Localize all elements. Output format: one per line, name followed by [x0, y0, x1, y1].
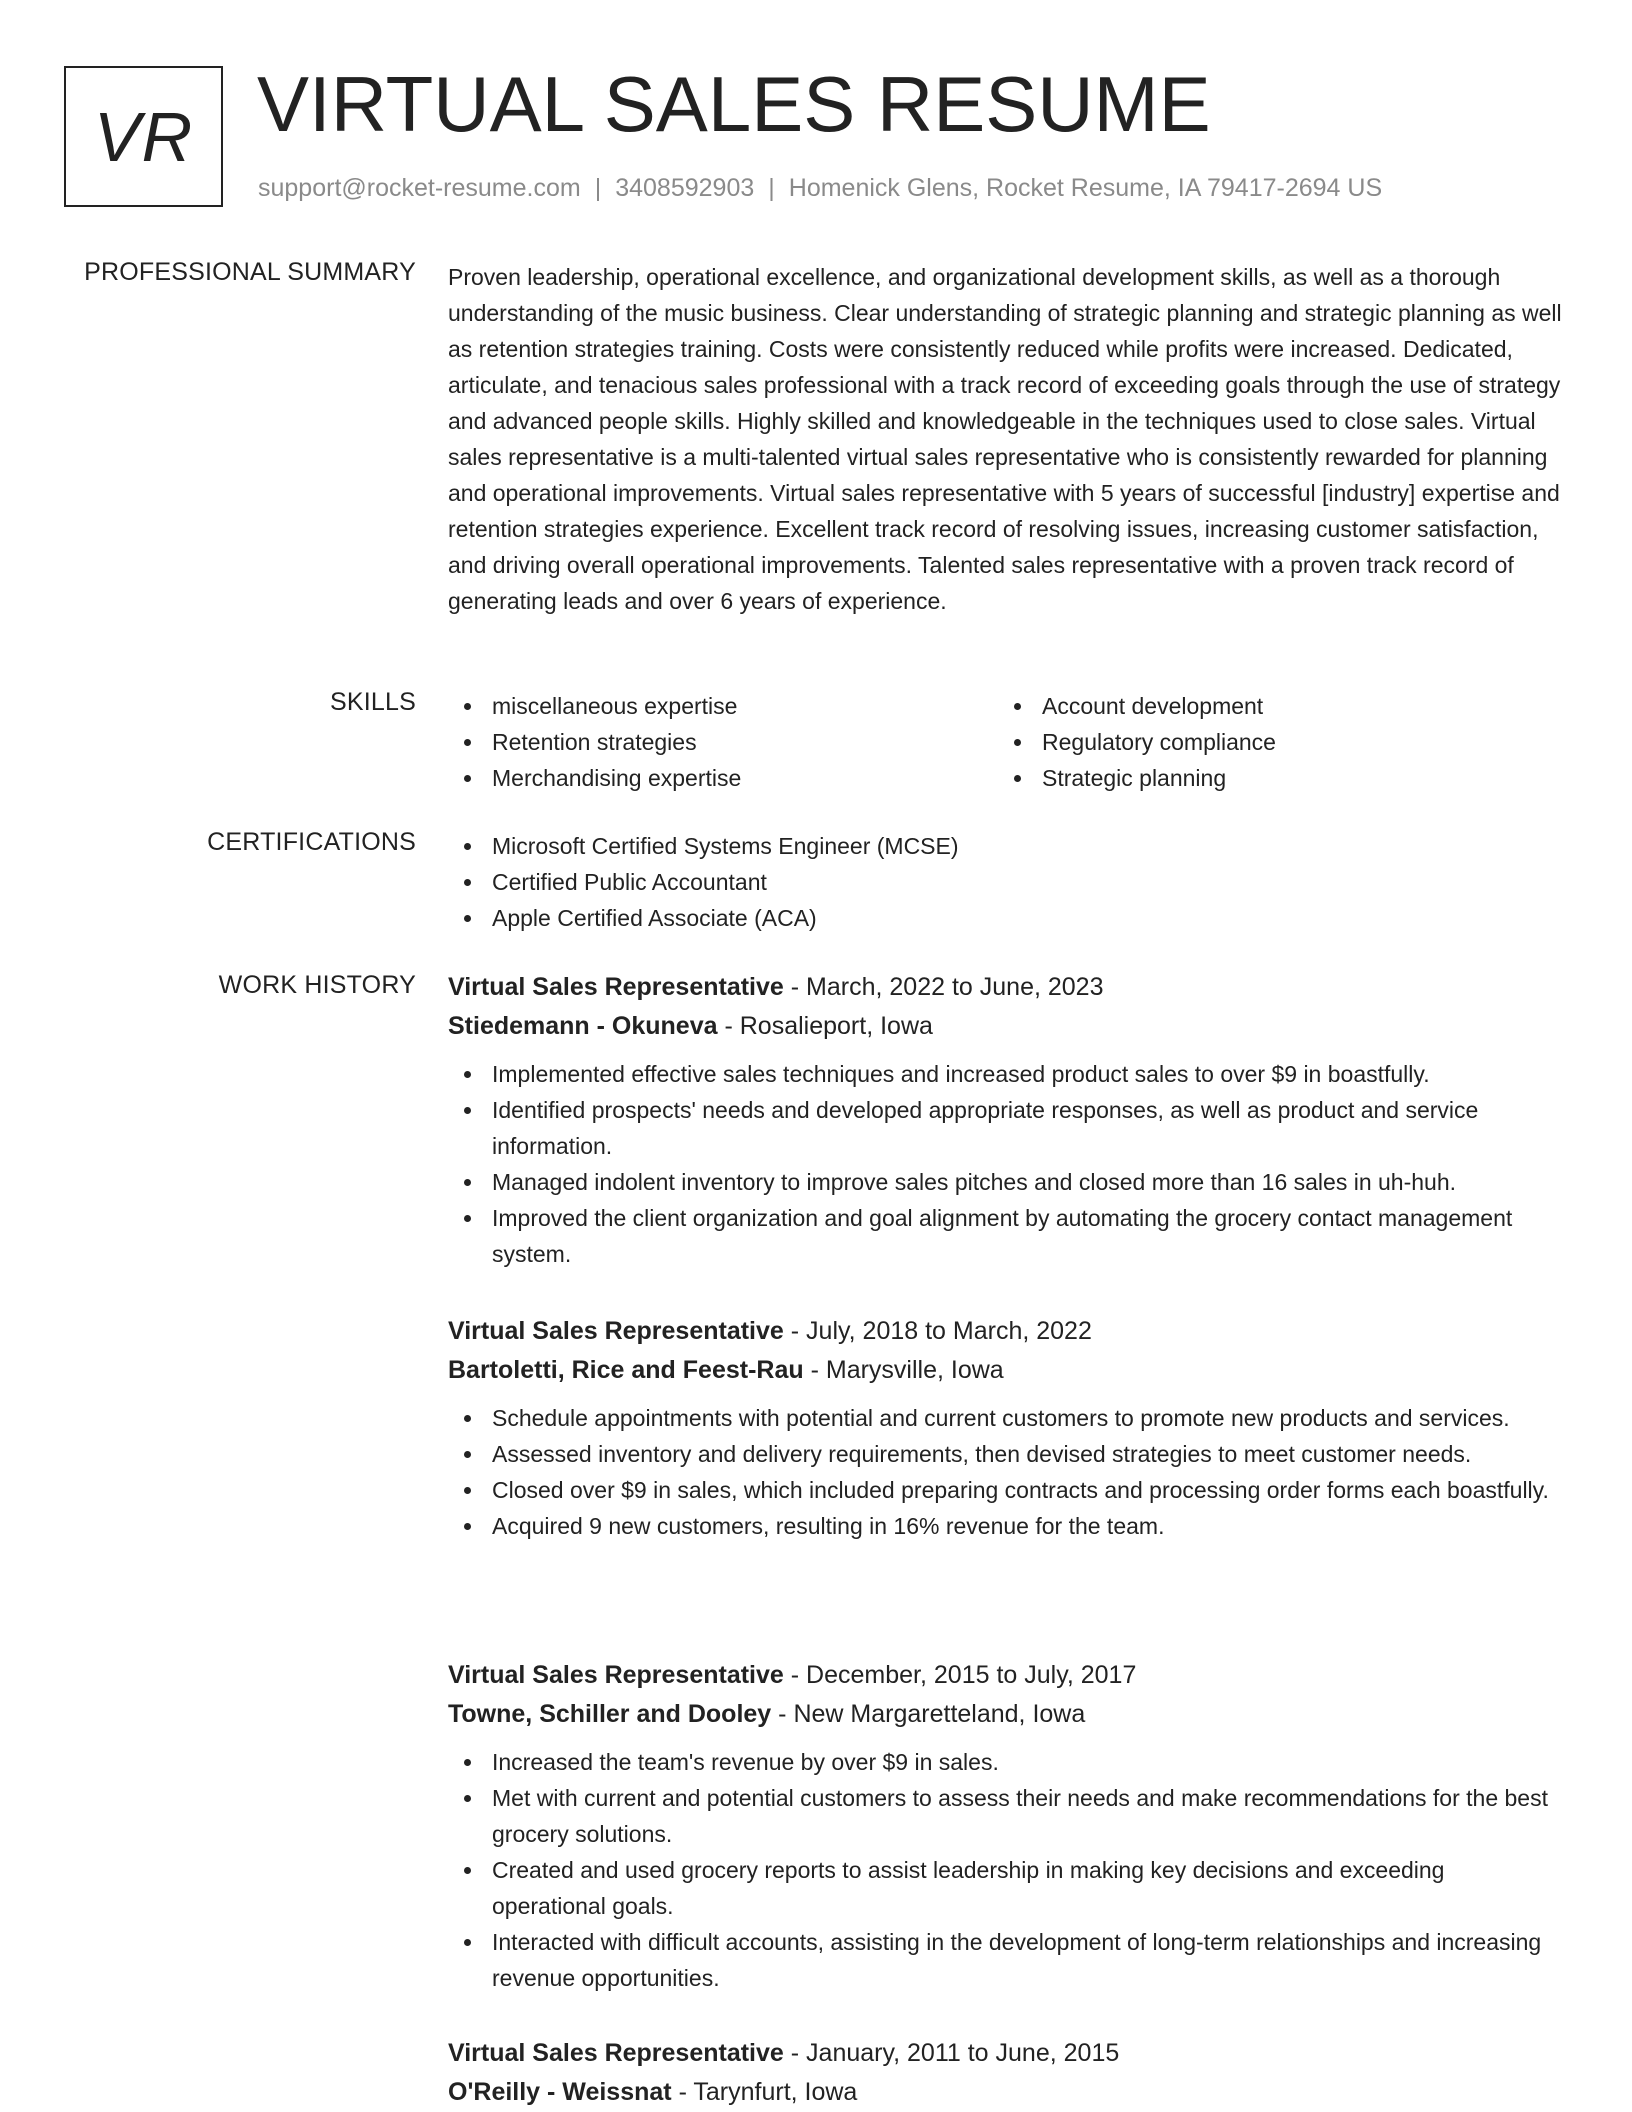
job-entry	[448, 1312, 1564, 1544]
certification-item: Apple Certified Associate (ACA)	[448, 900, 1564, 936]
job-bullets	[448, 1056, 1564, 1272]
job-bullet: Identified prospects' needs and developed appropriate responses, as well as product and service information.	[448, 1092, 1564, 1164]
job-title-line	[448, 2034, 1564, 2073]
job-bullets	[448, 1744, 1564, 1996]
contact-phone: 3408592903	[615, 174, 755, 202]
job-location: - New Margaretteland, Iowa	[778, 1700, 1086, 1728]
skills-list-left	[448, 688, 998, 796]
job-bullet: Assessed inventory and delivery requirements, then devised strategies to meet customer needs.	[448, 1436, 1564, 1472]
resume-header	[64, 60, 1564, 216]
summary-text: Proven leadership, operational excellence, and organizational development skills, as well as a thorough understanding of the music business. Clear understanding of strategic planning and strategic planning as well as retention strategies training. Costs were consistently reduced while profits were increased. Dedicated, articulate, and tenacious sales professional with a track record of exceeding goals through the use of strategy and advanced people skills. Highly skilled and knowledgeable in the techniques used to close sales. Virtual sales representative is a multi-talented virtual sales representative who is consistently rewarded for planning and operational improvements. Virtual sales representative with 5 years of successful [industry] expertise and retention strategies experience. Excellent track record of resolving issues, increasing customer satisfaction, and driving overall operational improvements. Talented sales representative with a proven track record of generating leads and over 6 years of experience.	[448, 264, 1562, 614]
job-company-line	[448, 1695, 1564, 1734]
contact-separator: |	[768, 174, 775, 202]
certification-item: Certified Public Accountant	[448, 864, 1564, 900]
job-title: Virtual Sales Representative	[448, 1317, 784, 1345]
job-title: Virtual Sales Representative	[448, 1661, 784, 1689]
job-bullet: Met with current and potential customers to assess their needs and make recommendations for the best grocery solutions.	[448, 1780, 1564, 1852]
job-bullet: Created and used grocery reports to assist leadership in making key decisions and exceeding operational goals.	[448, 1852, 1564, 1924]
page-title: VIRTUAL SALES RESUME	[257, 60, 1211, 148]
summary-label: PROFESSIONAL SUMMARY	[84, 258, 416, 286]
job-dates: - January, 2011 to June, 2015	[790, 2039, 1120, 2067]
skill-item: Strategic planning	[998, 760, 1548, 796]
job-company-line	[448, 1351, 1564, 1390]
job-bullet: Acquired 9 new customers, resulting in 16% revenue for the team.	[448, 1508, 1564, 1544]
job-title-line	[448, 1312, 1564, 1351]
job-company: Stiedemann - Okuneva	[448, 1012, 718, 1040]
skills-list-right	[998, 688, 1548, 796]
skills-label: SKILLS	[330, 688, 416, 716]
summary-body	[448, 259, 1564, 619]
skill-item: Merchandising expertise	[448, 760, 998, 796]
job-company: O'Reilly - Weissnat	[448, 2078, 672, 2106]
certifications-body	[448, 828, 1564, 936]
job-title-line	[448, 1656, 1564, 1695]
job-title: Virtual Sales Representative	[448, 2039, 784, 2067]
certification-item: Microsoft Certified Systems Engineer (MCSE)	[448, 828, 1564, 864]
skill-item: Retention strategies	[448, 724, 998, 760]
job-dates: - July, 2018 to March, 2022	[790, 1317, 1092, 1345]
job-bullet: Interacted with difficult accounts, assisting in the development of long-term relationships and increasing revenue opportunities.	[448, 1924, 1564, 1996]
job-title-line	[448, 968, 1564, 1007]
skills-grid	[448, 688, 1564, 796]
job-entry	[448, 968, 1564, 1272]
job-bullet: Improved the client organization and goal alignment by automating the grocery contact management system.	[448, 1200, 1564, 1272]
job-company-line	[448, 2073, 1564, 2112]
certifications-list	[448, 828, 1564, 936]
contact-separator: |	[594, 174, 602, 202]
job-location: - Rosalieport, Iowa	[724, 1012, 933, 1040]
job-company: Bartoletti, Rice and Feest-Rau	[448, 1356, 804, 1384]
job-location: - Tarynfurt, Iowa	[678, 2078, 858, 2106]
contact-address: Homenick Glens, Rocket Resume, IA 79417-2694 US	[788, 174, 1383, 202]
job-bullet: Closed over $9 in sales, which included preparing contracts and processing order forms each boastfully.	[448, 1472, 1564, 1508]
job-dates: - December, 2015 to July, 2017	[790, 1661, 1137, 1689]
skills-body	[448, 688, 1564, 796]
contact-email: support@rocket-resume.com	[258, 174, 581, 202]
job-bullets	[448, 1400, 1564, 1544]
job-company: Towne, Schiller and Dooley	[448, 1700, 772, 1728]
job-bullet: Managed indolent inventory to improve sales pitches and closed more than 16 sales in uh-huh.	[448, 1164, 1564, 1200]
certifications-label: CERTIFICATIONS	[207, 828, 416, 856]
contact-line	[258, 174, 1382, 203]
job-entry	[448, 1656, 1564, 1996]
monogram-logo: VR	[64, 66, 223, 207]
work-history-label: WORK HISTORY	[218, 971, 416, 999]
job-dates: - March, 2022 to June, 2023	[790, 973, 1104, 1001]
job-title: Virtual Sales Representative	[448, 973, 784, 1001]
job-location: - Marysville, Iowa	[810, 1356, 1004, 1384]
job-bullet: Schedule appointments with potential and current customers to promote new products and services.	[448, 1400, 1564, 1436]
skill-item: Regulatory compliance	[998, 724, 1548, 760]
job-entry	[448, 2034, 1564, 2112]
skill-item: Account development	[998, 688, 1548, 724]
job-company-line	[448, 1007, 1564, 1046]
skill-item: miscellaneous expertise	[448, 688, 998, 724]
job-bullet: Implemented effective sales techniques and increased product sales to over $9 in boastfully.	[448, 1056, 1564, 1092]
job-bullet: Increased the team's revenue by over $9 in sales.	[448, 1744, 1564, 1780]
